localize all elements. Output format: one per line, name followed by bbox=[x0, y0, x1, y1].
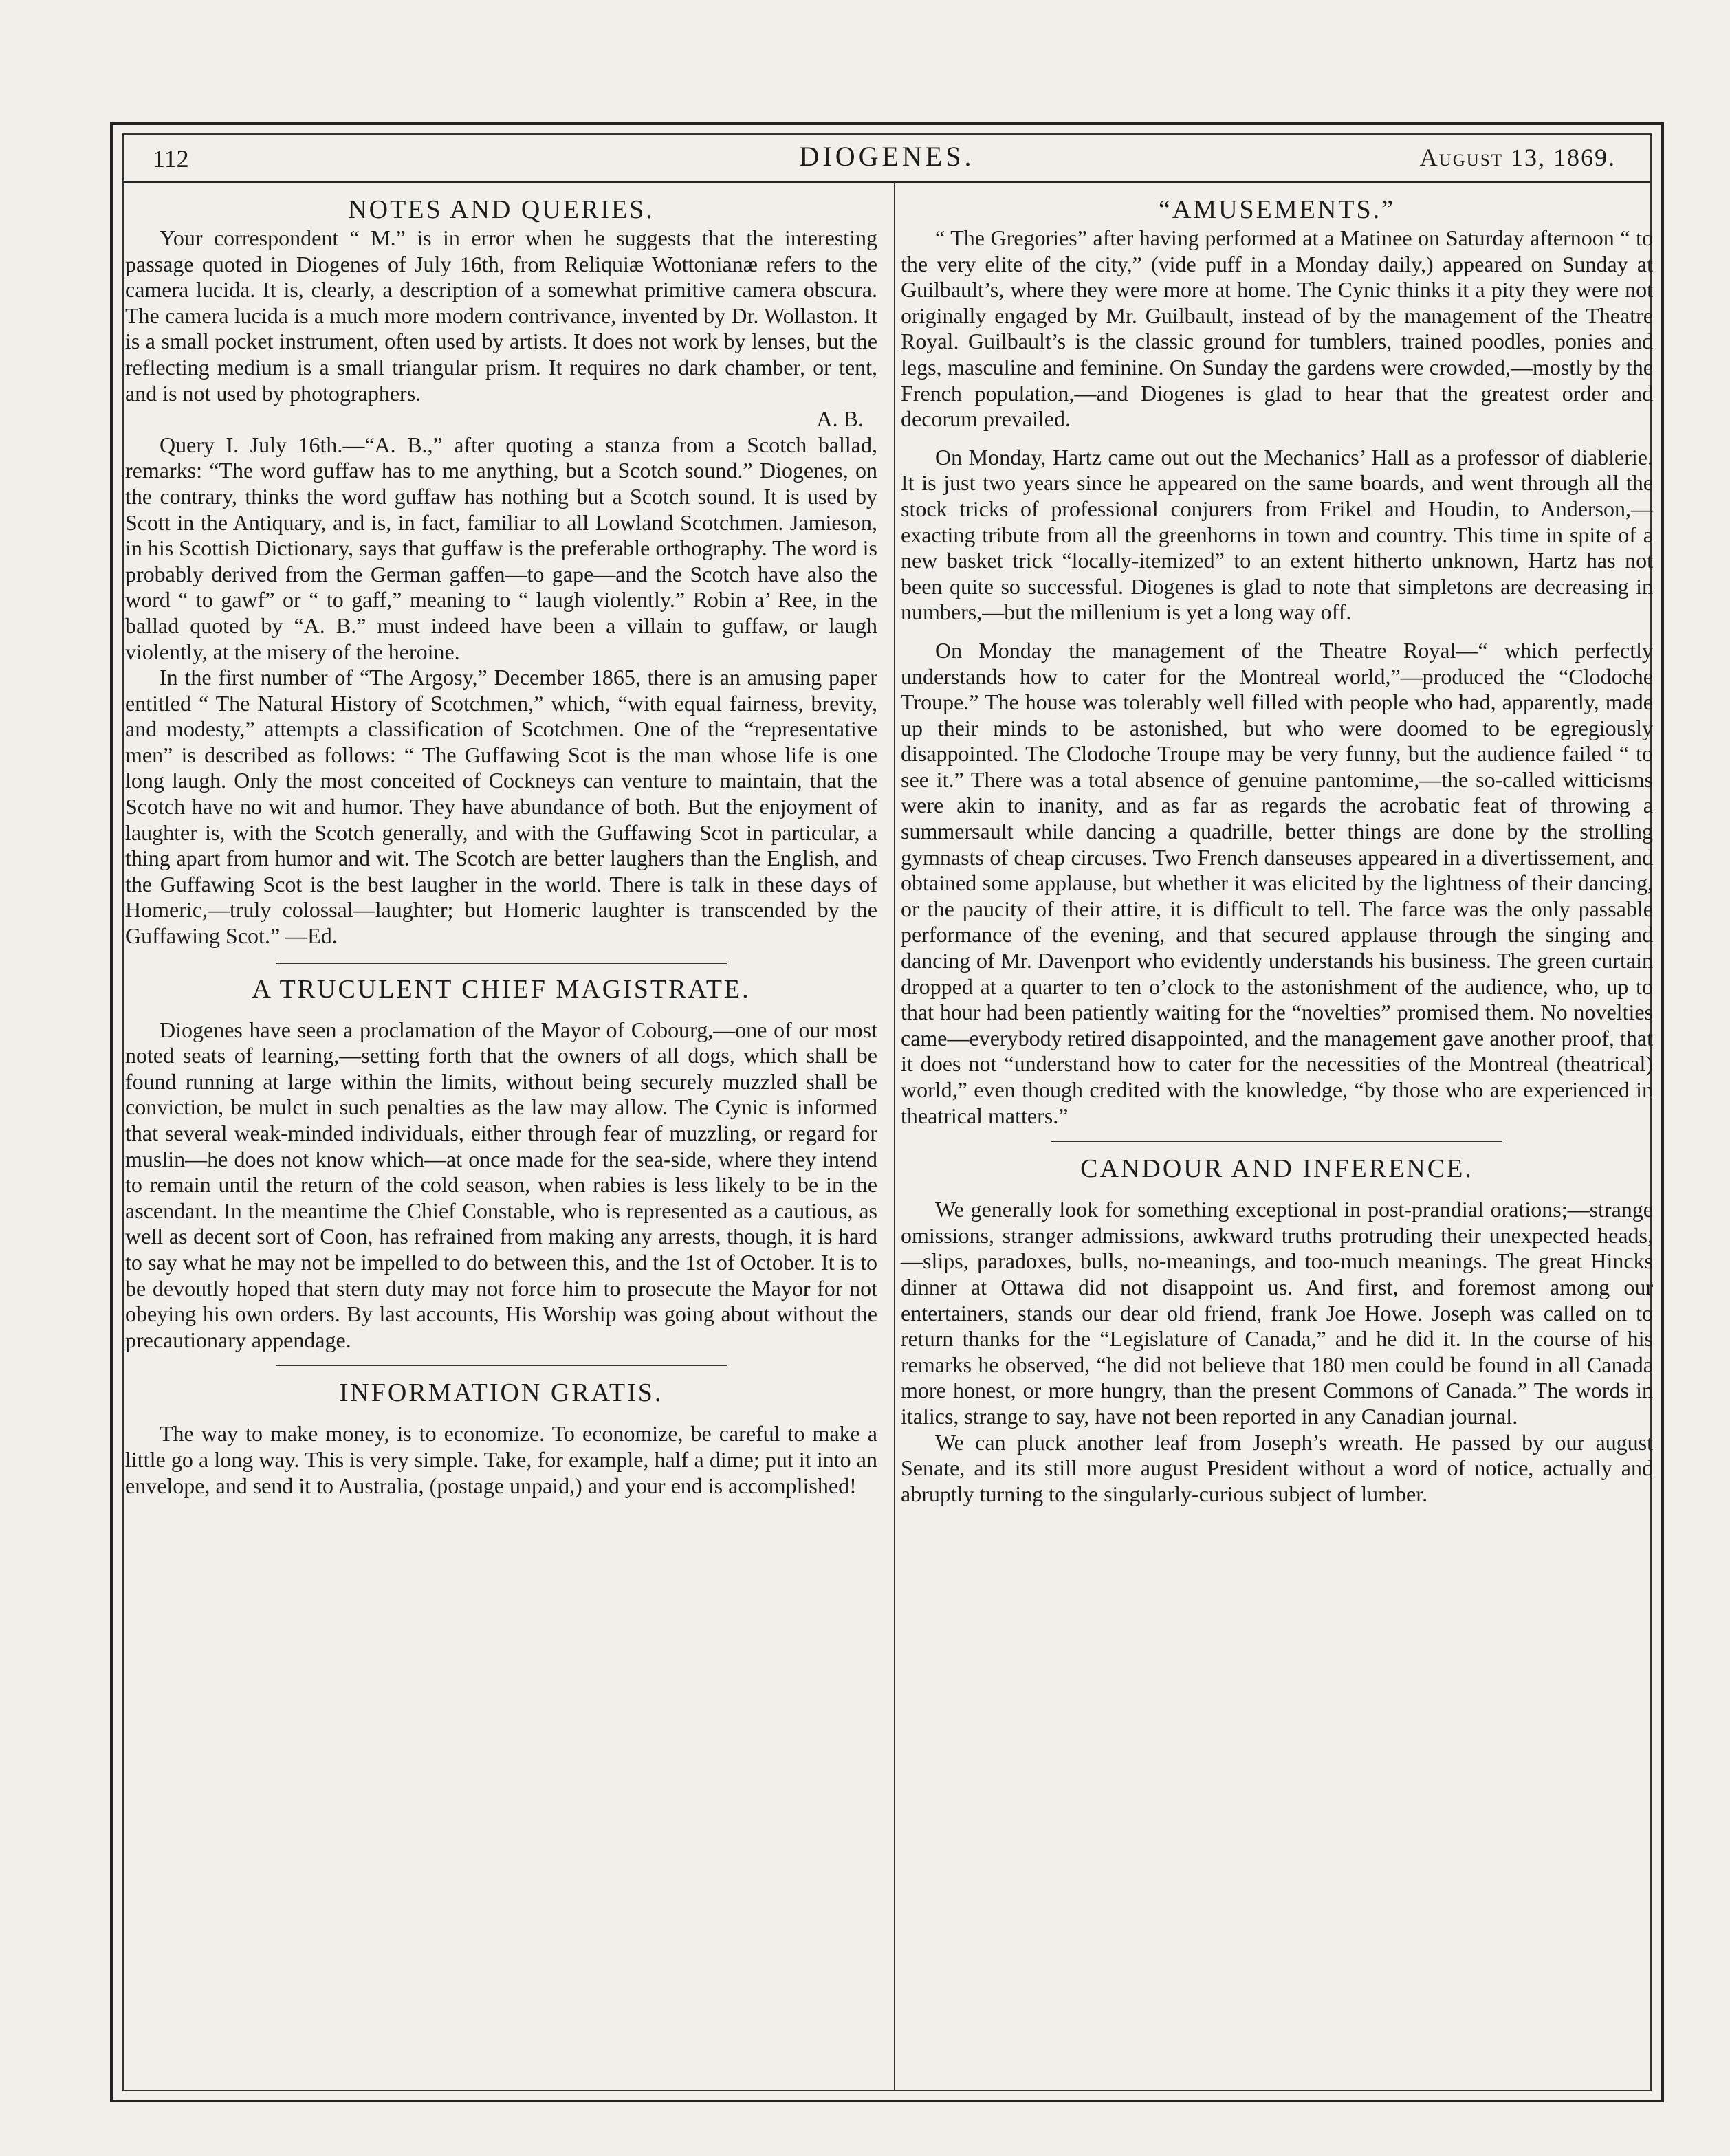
masthead: DIOGENES. bbox=[799, 141, 975, 172]
page-header bbox=[124, 135, 1650, 183]
column-divider bbox=[893, 183, 895, 2090]
article-notes-and-queries bbox=[125, 194, 877, 949]
article-paragraph: Query I. July 16th.—“A. B.,” after quoting a stanza from a Scotch ballad, remarks: “The word guffaw has to me anything, but a Scotch sound.” Diogenes, on the contrary, thinks the word guffaw has nothing but a Scotch sound. It is used by Scott in the Antiquary, and is, in fact, familiar to all Lowland Scotchmen. Jamieson, in his Scottish Dictionary, says that guffaw is the preferable orthography. The word is probably derived from the German gaffen—to gape—and the Scotch have also the word “ to gawf” or “ to gaff,” meaning to “ laugh violently.” Robin a’ Ree, in the ballad quoted by “A. B.” must indeed have been a villain to guffaw, or laugh violently, at the misery of the heroine. bbox=[125, 432, 877, 664]
signature: A. B. bbox=[816, 406, 864, 432]
article-truculent-magistrate bbox=[125, 974, 877, 1354]
article-title: CANDOUR AND INFERENCE. bbox=[1080, 1154, 1474, 1184]
article-paragraph: The way to make money, is to economize. To economize, be careful to make a little go a long way. This is very simple. Take, for example, half a dime; put it into an envelope, and send it to Australia, (postage unpaid,) and your end is accomplished! bbox=[125, 1421, 877, 1498]
article-paragraph: On Monday the management of the Theatre Royal—“ which perfectly understands how to cater for the Montreal world,”—produced the “Clodoche Troupe.” The house was tolerably well filled with people who had, apparently, made up their minds to be astonished, but who were doomed to be egregiously disappointed. The Clodoche Troupe may be very funny, but the audience failed “ to see it.” There was a total absence of genuine pantomime,—the so-called witticisms were akin to inanity, and as far as regards the acrobatic feat of throwing a summersault while dancing a quadrille, better things are done by the strolling gymnasts of cheap circuses. Two French danseuses appeared in a divertissement, and obtained some applause, but whether it was elicited by the lightness of their dancing, or the paucity of their attire, it is difficult to tell. The farce was the only passable performance of the evening, and that secured applause through the singing and dancing of Mr. Davenport who evidently understands his business. The green curtain dropped at a quarter to ten o’clock to the astonishment of the audience, who, up to that hour had been patiently waiting for the “novelties” promised them. No novelties came—everybody retired disappointed, and the management gave another proof, that it does not “understand how to cater for the necessities of the Montreal (theatrical) world,” even though credited with the knowledge, “by those who are experienced in theatrical matters.” bbox=[901, 637, 1653, 1128]
page-number: 112 bbox=[153, 145, 189, 173]
issue-date: August 13, 1869. bbox=[1419, 144, 1616, 171]
article-paragraph: We can pluck another leaf from Joseph’s wreath. He passed by our august Senate, and its still more august President without a word of notice, actually and abruptly turning to the singularly-curious subject of lumber. bbox=[901, 1429, 1653, 1506]
article-paragraph: Diogenes have seen a proclamation of the Mayor of Cobourg,—one of our most noted seats of learning,—setting forth that the owners of all dogs, which shall be found running at large within the limits, without being securely muzzled shall be conviction, be mulct in such penalties as the law may allow. The Cynic is informed that several weak-minded individuals, either through fear of muzzling, or regard for muslin—he does not know which—at once made for the sea-side, where they intend to remain until the return of the cold season, when rabies is less likely to be in the ascendant. In the meantime the Chief Constable, who is represented as a cautious, as well as decent sort of Coon, has refrained from making any arrests, though, it is hard to say what he may not be impelled to do between this, and the 1st of October. It is to be devoutly hoped that stern duty may not force him to prosecute the Mayor for not obeying his own orders. By last accounts, His Worship was going about without the precautionary appendage. bbox=[125, 1017, 877, 1352]
article-title: NOTES AND QUERIES. bbox=[348, 195, 655, 224]
article-paragraph: We generally look for something exceptional in post-prandial orations;—strange omissions, stranger admissions, awkward truths protruding their unexpected heads,—slips, paradoxes, bulls, no-meanings, and too-much meanings. The great Hincks dinner at Ottawa did not disappoint us. And first, and foremost among our entertainers, stands our dear old friend, frank Joe Howe. Joseph was called on to return thanks for the “Legislature of Canada,” and he did it. In the course of his remarks he observed, “he did not believe that 180 men could be found in all Canada more honest, or more hungry, than the present Commons of Canada.” The words in italics, strange to say, have not been reported in any Canadian journal. bbox=[901, 1197, 1653, 1429]
article-title: “AMUSEMENTS.” bbox=[1158, 195, 1396, 224]
article-amusements bbox=[901, 194, 1653, 1129]
right-column bbox=[901, 194, 1653, 1507]
article-paragraph: “ The Gregories” after having performed at a Matinee on Saturday afternoon “ to the very elite of the city,” (vide puff in a Monday daily,) appeared on Sunday at Guilbault’s, where they were more at home. The Cynic thinks it a pity they were not originally engaged by Mr. Guilbault, instead of by the management of the Theatre Royal. Guilbault’s is the classic ground for tumblers, trained poodles, ponies and legs, masculine and feminine. On Sunday the gardens were crowded,—mostly by the French population,—and Diogenes is glad to hear that the greatest order and decorum prevailed. bbox=[901, 226, 1653, 432]
article-paragraph: In the first number of “The Argosy,” December 1865, there is an amusing paper entitled “ The Natural History of Scotchmen,” which, “with equal fairness, brevity, and modesty,” attempts a classification of Scotchmen. One of the “representative men” is described as follows: “ The Guffawing Scot is the man whose life is one long laugh. Only the most conceited of Cockneys can venture to maintain, that the Scotch have no wit and humor. They have abundance of both. But the enjoyment of laughter is, with the Scotch generally, and with the Guffawing Scot in particular, a thing apart from humor and wit. The Scotch are better laughers than the English, and the Guffawing Scot is the best laugher in the world. There is talk in these days of Homeric,—truly colossal—laughter; but Homeric laughter is transcended by the Guffawing Scot.” —Ed. bbox=[125, 665, 877, 949]
article-candour-and-inference bbox=[901, 1153, 1653, 1507]
article-title: INFORMATION GRATIS. bbox=[339, 1378, 664, 1408]
article-paragraph: Your correspondent “ M.” is in error when he suggests that the interesting passage quoted in Diogenes of July 16th, from Reliquiæ Wottonianæ refers to the camera lucida. It is, clearly, a description of a somewhat primitive camera obscura. The camera lucida is a much more modern contrivance, invented by Dr. Wollaston. It is a small pocket instrument, often used by artists. It does not work by lenses, but the reflecting medium is a small triangular prism. It requires no dark chamber, or tent, and is not used by photographers. bbox=[125, 226, 877, 406]
section-divider bbox=[276, 1365, 727, 1367]
article-information-gratis bbox=[125, 1377, 877, 1499]
left-column bbox=[125, 194, 877, 1499]
section-divider bbox=[276, 962, 727, 964]
section-divider bbox=[1051, 1141, 1502, 1143]
article-paragraph: On Monday, Hartz came out out the Mechanics’ Hall as a professor of diablerie. It is just two years since he appeared on the same boards, and went through all the stock tricks of professional conjurers from Frikel and Houdin, to Anderson,—exacting tribute from all the greenhorns in town and country. This time in spite of a new basket trick “locally-itemized” to an extent hitherto unknown, Hartz has not been quite so successful. Diogenes is glad to note that simpletons are decreasing in numbers,—but the millenium is yet a long way off. bbox=[901, 444, 1653, 625]
article-title: A TRUCULENT CHIEF MAGISTRATE. bbox=[252, 974, 751, 1004]
